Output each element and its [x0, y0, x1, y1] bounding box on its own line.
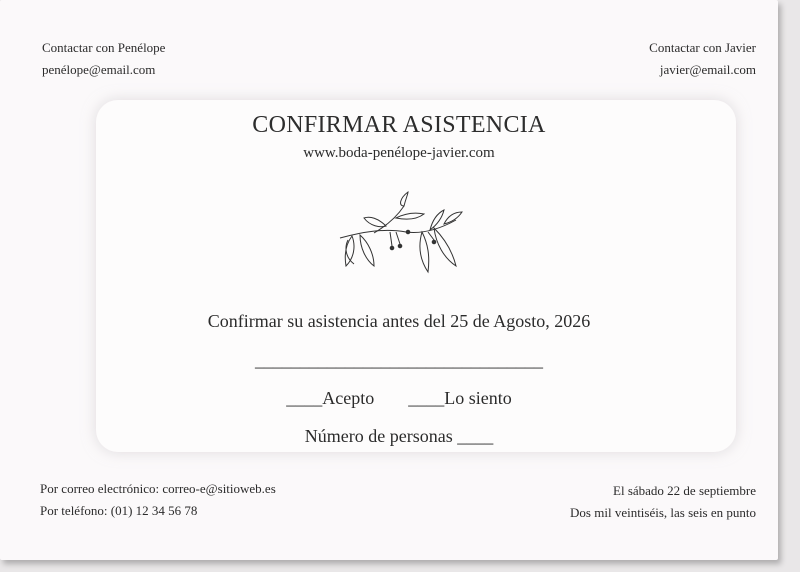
- number-of-guests: Número de personas ____: [304, 426, 494, 446]
- rsvp-email-line: Por correo electrónico: correo-e@sitioweb.es: [40, 481, 276, 496]
- event-date: [570, 480, 756, 524]
- leafy-branch-icon: [334, 188, 464, 283]
- decline-option: ____Lo siento: [408, 388, 512, 408]
- rsvp-methods: [40, 478, 276, 522]
- response-options: [0, 388, 798, 409]
- rsvp-deadline: Confirmar su asistencia antes del 25 de Agosto, 2026: [207, 311, 591, 331]
- event-date-line: El sábado 22 de septiembre: [613, 483, 756, 498]
- guest-name-line: ________________________________: [255, 350, 543, 370]
- contact-javier-label: Contactar con Javier: [649, 40, 756, 55]
- contact-javier-email: javier@email.com: [659, 62, 756, 77]
- accept-option: ____Acepto: [286, 388, 375, 408]
- website-url: www.boda-penélope-javier.com: [303, 145, 495, 161]
- contact-penelope: [42, 37, 165, 81]
- rsvp-phone-line: Por teléfono: (01) 12 34 56 78: [40, 503, 198, 518]
- page-title: CONFIRMAR ASISTENCIA: [252, 112, 546, 138]
- event-time-line: Dos mil veintiséis, las seis en punto: [570, 505, 756, 520]
- contact-penelope-label: Contactar con Penélope: [42, 40, 166, 55]
- contact-javier: [649, 37, 756, 81]
- contact-penelope-email: penélope@email.com: [42, 62, 156, 77]
